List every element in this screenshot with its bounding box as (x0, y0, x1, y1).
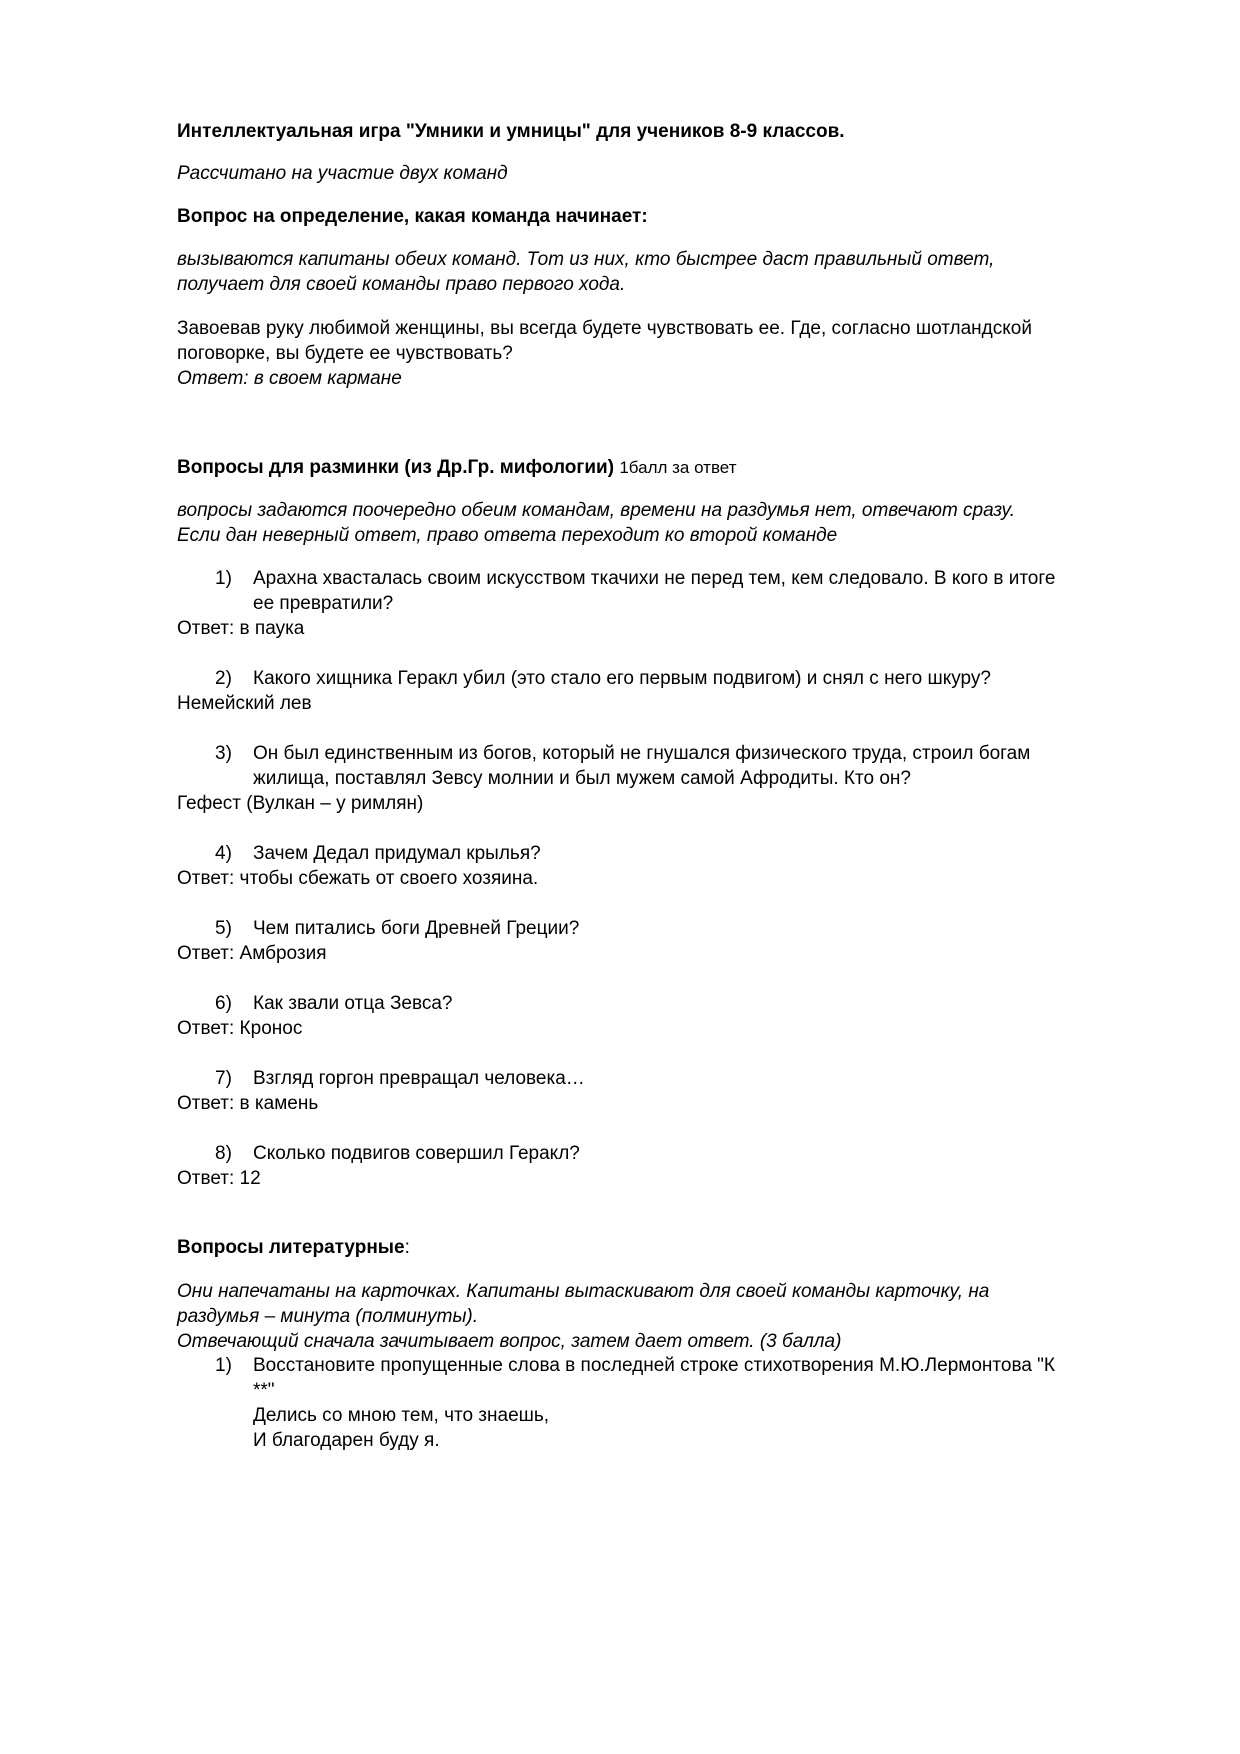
list-item-number: 1) (215, 1355, 232, 1376)
question-text: ее превратили? (253, 593, 394, 614)
answer-text: Ответ: в паука (177, 618, 305, 639)
answer-text: Немейский лев (177, 693, 312, 714)
section3-intro-line2: раздумья – минута (полминуты). (177, 1306, 479, 1327)
question-text: Восстановите пропущенные слова в последней строке стихотворения М.Ю.Лермонтова "К (253, 1355, 1055, 1376)
answer-text: Ответ: в камень (177, 1093, 319, 1114)
question-text: Арахна хвасталась своим искусством ткачихи не перед тем, кем следовало. В кого в итоге (253, 568, 1056, 589)
question-text: **" (253, 1380, 275, 1401)
answer-text: Гефест (Вулкан – у римлян) (177, 793, 424, 814)
list-item-number: 7) (215, 1068, 232, 1089)
section2-points: 1балл за ответ (619, 458, 737, 477)
question-text: Взгляд горгон превращал человека… (253, 1068, 585, 1089)
section1-question-line2: поговорке, вы будете ее чувствовать? (177, 343, 513, 364)
list-item-number: 4) (215, 843, 232, 864)
section1-heading: Вопрос на определение, какая команда начинает: (177, 206, 648, 227)
document-subtitle: Рассчитано на участие двух команд (177, 163, 508, 184)
list-item-number: 8) (215, 1143, 232, 1164)
question-text: жилища, поставлял Зевсу молнии и был мужем самой Афродиты. Кто он? (253, 768, 911, 789)
poem-line: Делись со мною тем, что знаешь, (253, 1405, 550, 1426)
list-item-number: 3) (215, 743, 232, 764)
answer-text: Ответ: чтобы сбежать от своего хозяина. (177, 868, 539, 889)
section2-intro-line2: Если дан неверный ответ, право ответа переходит ко второй команде (177, 525, 838, 546)
section1-intro-line2: получает для своей команды право первого хода. (177, 274, 626, 295)
section3-intro-line3: Отвечающий сначала зачитывает вопрос, затем дает ответ. (3 балла) (177, 1331, 842, 1352)
question-text: Он был единственным из богов, который не гнушался физического труда, строил богам (253, 743, 1031, 764)
section1-intro-line1: вызываются капитаны обеих команд. Тот из них, кто быстрее даст правильный ответ, (177, 249, 995, 270)
section3-intro-line1: Они напечатаны на карточках. Капитаны вытаскивают для своей команды карточку, на (177, 1281, 990, 1302)
question-text: Какого хищника Геракл убил (это стало его первым подвигом) и снял с него шкуру? (253, 668, 991, 689)
section3-heading-line (177, 1234, 410, 1262)
question-text: Сколько подвигов совершил Геракл? (253, 1143, 580, 1164)
question-text: Как звали отца Зевса? (253, 993, 453, 1014)
section1-question-line1: Завоевав руку любимой женщины, вы всегда будете чувствовать ее. Где, согласно шотландской (177, 318, 1032, 339)
list-item-number: 6) (215, 993, 232, 1014)
poem-line: И благодарен буду я. (253, 1430, 440, 1451)
question-text: Зачем Дедал придумал крылья? (253, 843, 541, 864)
section3-heading: Вопросы литературные (177, 1237, 405, 1258)
answer-text: Ответ: Кронос (177, 1018, 303, 1039)
section3-colon: : (404, 1237, 410, 1258)
section2-heading-line (177, 454, 737, 482)
list-item-number: 5) (215, 918, 232, 939)
list-item-number: 2) (215, 668, 232, 689)
list-item-number: 1) (215, 568, 232, 589)
section1-answer: Ответ: в своем кармане (177, 368, 402, 389)
question-text: Чем питались боги Древней Греции? (253, 918, 580, 939)
section2-intro-line1: вопросы задаются поочередно обеим командам, времени на раздумья нет, отвечают сразу. (177, 500, 1015, 521)
answer-text: Ответ: Амброзия (177, 943, 327, 964)
section2-heading: Вопросы для разминки (из Др.Гр. мифологии) (177, 457, 615, 478)
document-title: Интеллектуальная игра "Умники и умницы" для учеников 8-9 классов. (177, 121, 845, 142)
answer-text: Ответ: 12 (177, 1168, 261, 1189)
